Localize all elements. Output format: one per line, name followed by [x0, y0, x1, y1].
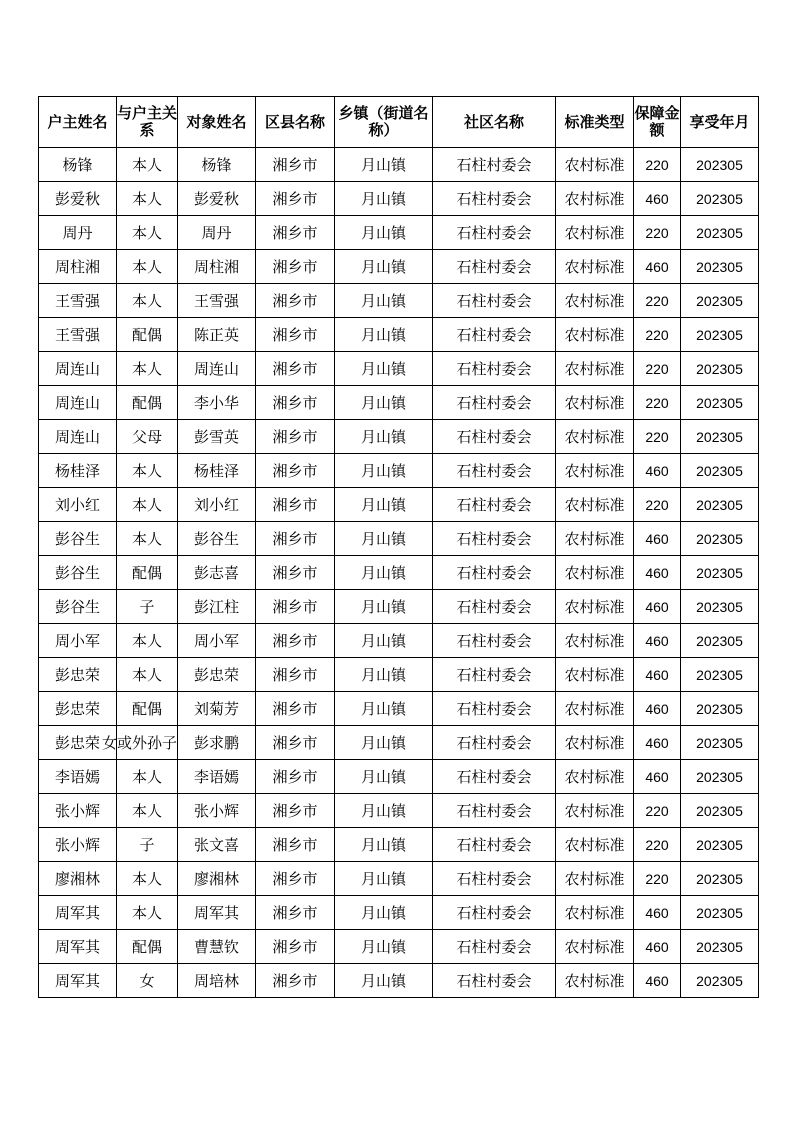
cell-amount: 220 [634, 828, 681, 862]
cell-amount: 220 [634, 488, 681, 522]
cell-township: 月山镇 [335, 488, 433, 522]
cell-township: 月山镇 [335, 828, 433, 862]
cell-township: 月山镇 [335, 182, 433, 216]
cell-township: 月山镇 [335, 794, 433, 828]
cell-amount: 460 [634, 522, 681, 556]
cell-community: 石柱村委会 [433, 318, 556, 352]
cell-township: 月山镇 [335, 284, 433, 318]
header-recipient-name: 对象姓名 [178, 97, 256, 148]
cell-community: 石柱村委会 [433, 386, 556, 420]
cell-year-month: 202305 [681, 930, 759, 964]
header-community: 社区名称 [433, 97, 556, 148]
cell-township: 月山镇 [335, 692, 433, 726]
cell-community: 石柱村委会 [433, 658, 556, 692]
cell-amount: 220 [634, 216, 681, 250]
cell-relation: 女 [117, 964, 178, 998]
cell-community: 石柱村委会 [433, 250, 556, 284]
cell-amount: 460 [634, 964, 681, 998]
cell-recipient-name: 彭忠荣 [178, 658, 256, 692]
cell-relation: 子 [117, 590, 178, 624]
header-year-month: 享受年月 [681, 97, 759, 148]
cell-community: 石柱村委会 [433, 556, 556, 590]
table-row [39, 930, 759, 964]
cell-county: 湘乡市 [256, 624, 335, 658]
cell-community: 石柱村委会 [433, 726, 556, 760]
cell-recipient-name: 彭谷生 [178, 522, 256, 556]
cell-year-month: 202305 [681, 862, 759, 896]
header-township: 乡镇（街道名称） [335, 97, 433, 148]
cell-relation: 本人 [117, 658, 178, 692]
cell-recipient-name: 彭江柱 [178, 590, 256, 624]
cell-county: 湘乡市 [256, 182, 335, 216]
cell-community: 石柱村委会 [433, 182, 556, 216]
table-row [39, 386, 759, 420]
cell-standard-type: 农村标准 [556, 760, 634, 794]
header-row [39, 97, 759, 148]
cell-township: 月山镇 [335, 930, 433, 964]
cell-township: 月山镇 [335, 216, 433, 250]
cell-county: 湘乡市 [256, 420, 335, 454]
cell-year-month: 202305 [681, 454, 759, 488]
cell-amount: 460 [634, 692, 681, 726]
cell-county: 湘乡市 [256, 964, 335, 998]
cell-community: 石柱村委会 [433, 420, 556, 454]
cell-householder-name: 彭爱秋 [39, 182, 117, 216]
cell-county: 湘乡市 [256, 828, 335, 862]
table-row [39, 862, 759, 896]
cell-year-month: 202305 [681, 658, 759, 692]
cell-householder-name: 王雪强 [39, 284, 117, 318]
table-row [39, 658, 759, 692]
cell-community: 石柱村委会 [433, 624, 556, 658]
cell-relation: 本人 [117, 284, 178, 318]
cell-township: 月山镇 [335, 454, 433, 488]
cell-year-month: 202305 [681, 964, 759, 998]
cell-standard-type: 农村标准 [556, 284, 634, 318]
cell-standard-type: 农村标准 [556, 216, 634, 250]
cell-householder-name: 彭谷生 [39, 522, 117, 556]
cell-relation: 本人 [117, 454, 178, 488]
cell-county: 湘乡市 [256, 250, 335, 284]
cell-community: 石柱村委会 [433, 930, 556, 964]
cell-year-month: 202305 [681, 556, 759, 590]
cell-county: 湘乡市 [256, 284, 335, 318]
table-row [39, 760, 759, 794]
cell-county: 湘乡市 [256, 386, 335, 420]
cell-year-month: 202305 [681, 216, 759, 250]
cell-county: 湘乡市 [256, 590, 335, 624]
cell-year-month: 202305 [681, 828, 759, 862]
cell-standard-type: 农村标准 [556, 488, 634, 522]
cell-householder-name: 刘小红 [39, 488, 117, 522]
cell-recipient-name: 周柱湘 [178, 250, 256, 284]
cell-householder-name: 彭忠荣 [39, 726, 117, 760]
cell-township: 月山镇 [335, 896, 433, 930]
cell-township: 月山镇 [335, 726, 433, 760]
cell-householder-name: 彭忠荣 [39, 692, 117, 726]
cell-relation: 本人 [117, 896, 178, 930]
cell-year-month: 202305 [681, 420, 759, 454]
cell-relation: 本人 [117, 352, 178, 386]
cell-recipient-name: 周小军 [178, 624, 256, 658]
cell-relation: 本人 [117, 488, 178, 522]
table-row [39, 182, 759, 216]
table-row [39, 624, 759, 658]
cell-relation: 本人 [117, 624, 178, 658]
table-row [39, 454, 759, 488]
header-standard-type: 标准类型 [556, 97, 634, 148]
cell-community: 石柱村委会 [433, 964, 556, 998]
cell-township: 月山镇 [335, 352, 433, 386]
cell-recipient-name: 杨桂泽 [178, 454, 256, 488]
cell-county: 湘乡市 [256, 556, 335, 590]
cell-householder-name: 周军其 [39, 930, 117, 964]
cell-standard-type: 农村标准 [556, 624, 634, 658]
cell-householder-name: 周连山 [39, 420, 117, 454]
cell-year-month: 202305 [681, 284, 759, 318]
cell-householder-name: 张小辉 [39, 794, 117, 828]
cell-recipient-name: 张文喜 [178, 828, 256, 862]
cell-county: 湘乡市 [256, 522, 335, 556]
table-row [39, 556, 759, 590]
cell-relation: 本人 [117, 794, 178, 828]
cell-community: 石柱村委会 [433, 216, 556, 250]
cell-standard-type: 农村标准 [556, 454, 634, 488]
cell-householder-name: 周军其 [39, 896, 117, 930]
cell-community: 石柱村委会 [433, 692, 556, 726]
cell-relation: 本人 [117, 250, 178, 284]
header-relation: 与户主关系 [117, 97, 178, 148]
cell-county: 湘乡市 [256, 488, 335, 522]
cell-standard-type: 农村标准 [556, 930, 634, 964]
cell-householder-name: 彭谷生 [39, 556, 117, 590]
cell-township: 月山镇 [335, 862, 433, 896]
cell-recipient-name: 彭求鹏 [178, 726, 256, 760]
cell-township: 月山镇 [335, 318, 433, 352]
cell-county: 湘乡市 [256, 760, 335, 794]
cell-community: 石柱村委会 [433, 828, 556, 862]
cell-amount: 220 [634, 318, 681, 352]
cell-year-month: 202305 [681, 590, 759, 624]
cell-recipient-name: 陈正英 [178, 318, 256, 352]
cell-year-month: 202305 [681, 624, 759, 658]
cell-community: 石柱村委会 [433, 352, 556, 386]
cell-amount: 460 [634, 896, 681, 930]
cell-recipient-name: 彭爱秋 [178, 182, 256, 216]
header-householder-name: 户主姓名 [39, 97, 117, 148]
cell-township: 月山镇 [335, 964, 433, 998]
cell-county: 湘乡市 [256, 794, 335, 828]
cell-community: 石柱村委会 [433, 522, 556, 556]
cell-recipient-name: 张小辉 [178, 794, 256, 828]
cell-standard-type: 农村标准 [556, 726, 634, 760]
cell-amount: 460 [634, 726, 681, 760]
cell-community: 石柱村委会 [433, 862, 556, 896]
cell-county: 湘乡市 [256, 930, 335, 964]
cell-standard-type: 农村标准 [556, 522, 634, 556]
cell-standard-type: 农村标准 [556, 590, 634, 624]
cell-standard-type: 农村标准 [556, 386, 634, 420]
cell-year-month: 202305 [681, 488, 759, 522]
table-row [39, 420, 759, 454]
cell-recipient-name: 周培林 [178, 964, 256, 998]
table-row [39, 318, 759, 352]
cell-year-month: 202305 [681, 386, 759, 420]
cell-relation: 配偶 [117, 692, 178, 726]
cell-township: 月山镇 [335, 148, 433, 182]
table-row [39, 148, 759, 182]
cell-householder-name: 周柱湘 [39, 250, 117, 284]
cell-year-month: 202305 [681, 896, 759, 930]
header-county: 区县名称 [256, 97, 335, 148]
cell-amount: 220 [634, 420, 681, 454]
cell-community: 石柱村委会 [433, 896, 556, 930]
cell-recipient-name: 周丹 [178, 216, 256, 250]
cell-standard-type: 农村标准 [556, 182, 634, 216]
cell-community: 石柱村委会 [433, 454, 556, 488]
cell-township: 月山镇 [335, 522, 433, 556]
cell-householder-name: 彭忠荣 [39, 658, 117, 692]
cell-householder-name: 李语嫣 [39, 760, 117, 794]
cell-amount: 460 [634, 624, 681, 658]
cell-recipient-name: 刘菊芳 [178, 692, 256, 726]
table-row [39, 726, 759, 760]
cell-relation: 本人 [117, 760, 178, 794]
cell-relation: 本人 [117, 182, 178, 216]
cell-standard-type: 农村标准 [556, 896, 634, 930]
cell-relation: 本人 [117, 862, 178, 896]
cell-recipient-name: 王雪强 [178, 284, 256, 318]
cell-year-month: 202305 [681, 352, 759, 386]
cell-relation: 配偶 [117, 930, 178, 964]
cell-community: 石柱村委会 [433, 488, 556, 522]
cell-county: 湘乡市 [256, 352, 335, 386]
cell-standard-type: 农村标准 [556, 318, 634, 352]
table-row [39, 896, 759, 930]
table-body [39, 148, 759, 998]
cell-amount: 220 [634, 284, 681, 318]
header-amount: 保障金额 [634, 97, 681, 148]
table-row [39, 352, 759, 386]
cell-relation: 配偶 [117, 386, 178, 420]
cell-recipient-name: 周军其 [178, 896, 256, 930]
cell-householder-name: 杨锋 [39, 148, 117, 182]
cell-recipient-name: 李语嫣 [178, 760, 256, 794]
cell-amount: 460 [634, 930, 681, 964]
cell-standard-type: 农村标准 [556, 148, 634, 182]
beneficiary-table [38, 96, 759, 998]
cell-county: 湘乡市 [256, 692, 335, 726]
cell-community: 石柱村委会 [433, 148, 556, 182]
cell-standard-type: 农村标准 [556, 420, 634, 454]
cell-amount: 220 [634, 148, 681, 182]
cell-standard-type: 农村标准 [556, 828, 634, 862]
cell-amount: 460 [634, 250, 681, 284]
table-row [39, 692, 759, 726]
cell-amount: 460 [634, 556, 681, 590]
cell-amount: 220 [634, 862, 681, 896]
cell-amount: 220 [634, 352, 681, 386]
cell-community: 石柱村委会 [433, 590, 556, 624]
cell-township: 月山镇 [335, 386, 433, 420]
cell-county: 湘乡市 [256, 726, 335, 760]
cell-standard-type: 农村标准 [556, 862, 634, 896]
cell-year-month: 202305 [681, 726, 759, 760]
cell-year-month: 202305 [681, 148, 759, 182]
cell-county: 湘乡市 [256, 862, 335, 896]
table-row [39, 250, 759, 284]
cell-householder-name: 周军其 [39, 964, 117, 998]
cell-amount: 460 [634, 760, 681, 794]
cell-householder-name: 周丹 [39, 216, 117, 250]
cell-householder-name: 周连山 [39, 386, 117, 420]
cell-recipient-name: 刘小红 [178, 488, 256, 522]
cell-community: 石柱村委会 [433, 284, 556, 318]
cell-standard-type: 农村标准 [556, 964, 634, 998]
cell-standard-type: 农村标准 [556, 692, 634, 726]
cell-county: 湘乡市 [256, 658, 335, 692]
cell-relation: 本人 [117, 216, 178, 250]
cell-county: 湘乡市 [256, 318, 335, 352]
table-row [39, 522, 759, 556]
table-row [39, 488, 759, 522]
cell-year-month: 202305 [681, 182, 759, 216]
table-row [39, 828, 759, 862]
cell-relation: 女或外孙子 [117, 726, 178, 760]
cell-township: 月山镇 [335, 556, 433, 590]
cell-amount: 460 [634, 658, 681, 692]
table-row [39, 794, 759, 828]
cell-county: 湘乡市 [256, 148, 335, 182]
cell-recipient-name: 彭雪英 [178, 420, 256, 454]
cell-standard-type: 农村标准 [556, 794, 634, 828]
cell-county: 湘乡市 [256, 216, 335, 250]
cell-township: 月山镇 [335, 760, 433, 794]
cell-county: 湘乡市 [256, 454, 335, 488]
cell-year-month: 202305 [681, 794, 759, 828]
cell-relation: 父母 [117, 420, 178, 454]
cell-relation: 本人 [117, 522, 178, 556]
cell-householder-name: 廖湘林 [39, 862, 117, 896]
cell-recipient-name: 彭志喜 [178, 556, 256, 590]
cell-householder-name: 彭谷生 [39, 590, 117, 624]
cell-community: 石柱村委会 [433, 760, 556, 794]
cell-year-month: 202305 [681, 318, 759, 352]
table-row [39, 284, 759, 318]
cell-year-month: 202305 [681, 760, 759, 794]
cell-relation: 本人 [117, 148, 178, 182]
cell-year-month: 202305 [681, 692, 759, 726]
cell-householder-name: 周连山 [39, 352, 117, 386]
cell-amount: 460 [634, 590, 681, 624]
cell-amount: 220 [634, 386, 681, 420]
cell-standard-type: 农村标准 [556, 658, 634, 692]
cell-standard-type: 农村标准 [556, 250, 634, 284]
cell-community: 石柱村委会 [433, 794, 556, 828]
table-row [39, 216, 759, 250]
cell-township: 月山镇 [335, 420, 433, 454]
cell-amount: 460 [634, 182, 681, 216]
cell-standard-type: 农村标准 [556, 352, 634, 386]
cell-township: 月山镇 [335, 658, 433, 692]
cell-year-month: 202305 [681, 250, 759, 284]
cell-householder-name: 周小军 [39, 624, 117, 658]
cell-year-month: 202305 [681, 522, 759, 556]
cell-recipient-name: 李小华 [178, 386, 256, 420]
cell-householder-name: 杨桂泽 [39, 454, 117, 488]
cell-standard-type: 农村标准 [556, 556, 634, 590]
cell-recipient-name: 杨锋 [178, 148, 256, 182]
cell-householder-name: 张小辉 [39, 828, 117, 862]
cell-amount: 220 [634, 794, 681, 828]
cell-recipient-name: 廖湘林 [178, 862, 256, 896]
cell-amount: 460 [634, 454, 681, 488]
cell-recipient-name: 周连山 [178, 352, 256, 386]
cell-relation: 配偶 [117, 318, 178, 352]
cell-township: 月山镇 [335, 624, 433, 658]
cell-township: 月山镇 [335, 250, 433, 284]
cell-county: 湘乡市 [256, 896, 335, 930]
cell-relation: 子 [117, 828, 178, 862]
cell-relation: 配偶 [117, 556, 178, 590]
table-row [39, 964, 759, 998]
cell-recipient-name: 曹慧钦 [178, 930, 256, 964]
cell-householder-name: 王雪强 [39, 318, 117, 352]
cell-township: 月山镇 [335, 590, 433, 624]
table-row [39, 590, 759, 624]
